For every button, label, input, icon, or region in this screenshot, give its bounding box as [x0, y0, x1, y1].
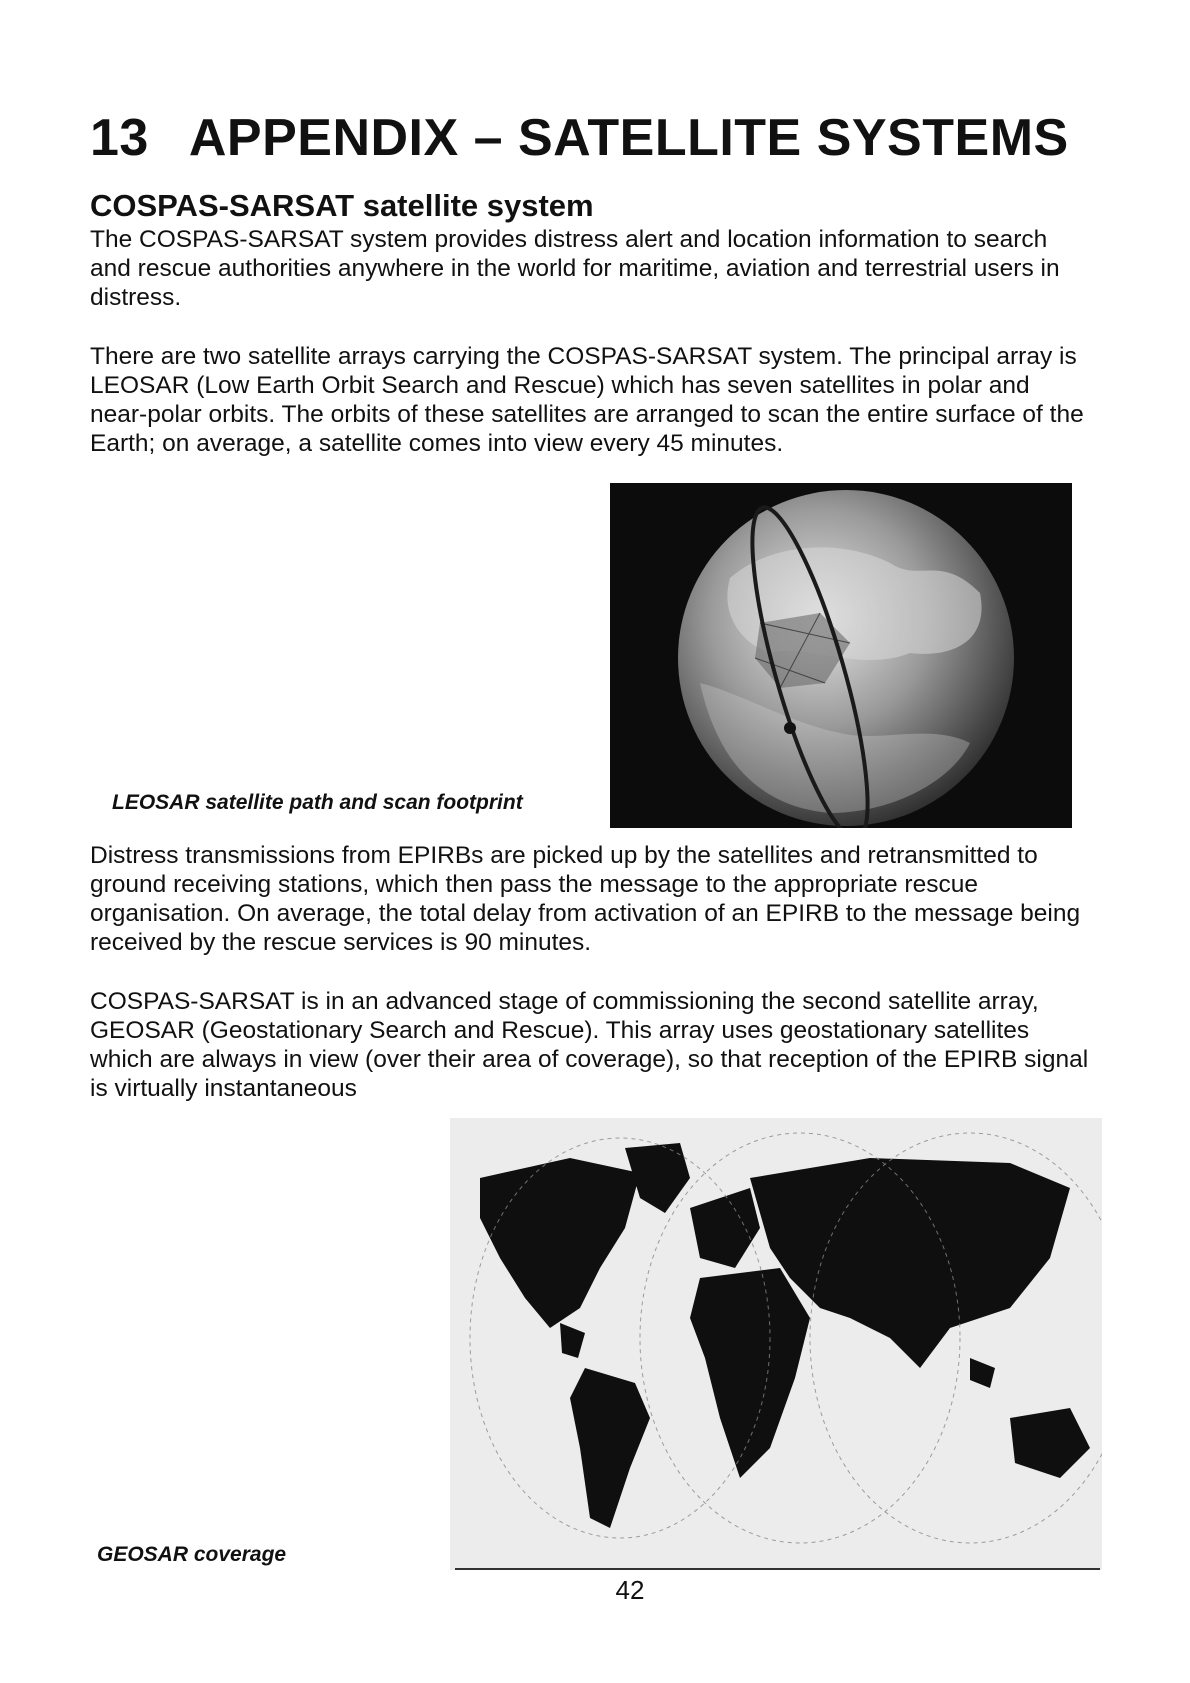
paragraph-distress-transmissions: Distress transmissions from EPIRBs are picked up by the satellites and retransmitted to ground receiving stations, which then pass the message to the appropriate rescue organisation. On average, the total delay from activation of an EPIRB to the message being received by the rescue services is 90 minutes.	[90, 842, 1081, 956]
chapter-number: 13	[90, 109, 149, 167]
section-heading: COSPAS-SARSAT satellite system	[90, 188, 594, 223]
chapter-title: APPENDIX – SATELLITE SYSTEMS	[188, 109, 1069, 167]
page-number: 42	[615, 1575, 645, 1605]
chapter-heading	[90, 108, 1069, 168]
leosar-figure-caption: LEOSAR satellite path and scan footprint	[112, 791, 523, 814]
geosar-coverage-map-image	[450, 1118, 1102, 1570]
paragraph-leosar: There are two satellite arrays carrying the COSPAS-SARSAT system. The principal array is LEOSAR (Low Earth Orbit Search and Rescue) which has seven satellites in polar and near-polar orbits. The orbits of these satellites are arranged to scan the entire surface of the Earth; on average, a satellite comes into view every 45 minutes.	[90, 343, 1084, 457]
geosar-figure-caption: GEOSAR coverage	[97, 1543, 287, 1566]
paragraph-intro: The COSPAS-SARSAT system provides distress alert and location information to search and rescue authorities anywhere in the world for maritime, aviation and terrestrial users in distress.	[90, 226, 1060, 311]
footer-rule	[455, 1568, 1100, 1570]
paragraph-geosar: COSPAS-SARSAT is in an advanced stage of commissioning the second satellite array, GEOSAR (Geostationary Search and Rescue). This array uses geostationary satellites which are always in view (over their area of coverage), so that reception of the EPIRB signal is virtually instantaneous	[90, 988, 1089, 1102]
leosar-globe-image	[610, 483, 1072, 828]
